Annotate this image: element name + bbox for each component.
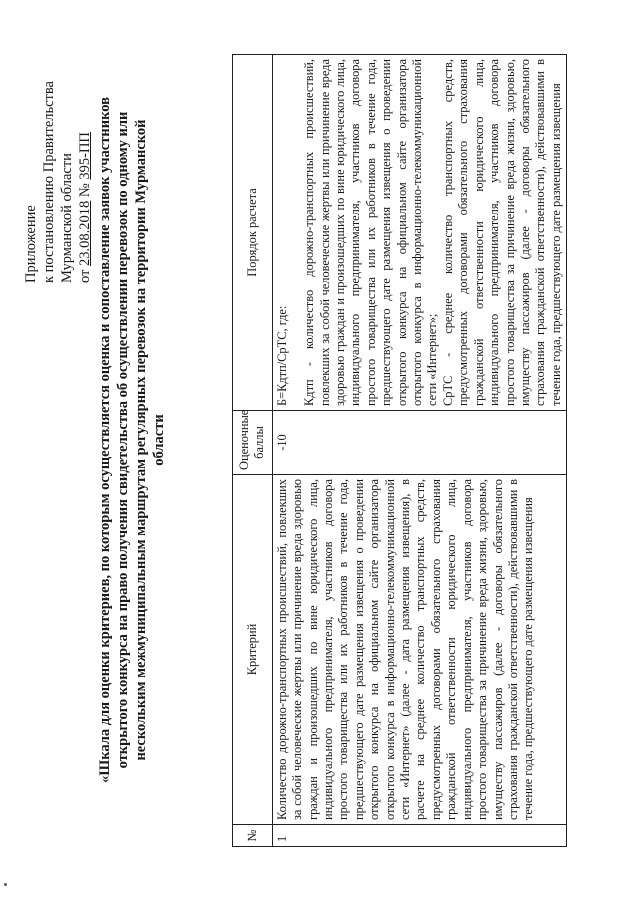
header-score: Оценочные баллы xyxy=(233,411,273,475)
row-num: 1 xyxy=(272,825,566,847)
row-criterion: Количество дорожно-транспортных происшествий, повлекших за собой человеческие жертвы или причинение вреда здоровью граждан и произошедших по вине юридического лица, индивидуального предпринимателя, участников договора простого товарищества или их работников в течение года, предшествующего дате размещения извещения о проведении открытого конкурса на официальном сайте организатора открытого конкурса в информационно-телекоммуникационной сети «Интернет» (далее - дата размещения извещения), в расчете на среднее количество транспортных средств, предусмотренных договорами обязательного страхования гражданской ответственности юридического лица, индивидуального предпринимателя, участников договора простого товарищества за причинение вреда жизни, здоровью, имуществу пассажиров (далее - договоры обязательного страхования гражданской ответственности), действовавшими в течение года, предшествующего дате размещения извещения xyxy=(272,475,566,825)
date-prefix: от xyxy=(77,269,93,283)
row-score: -10 xyxy=(272,411,566,475)
document-title: «Шкала для оценки критериев, по которым осуществляется оценка и сопоставление заявок участников открытого конкурса на право получения свидетельства об осуществлении перевозок по одному или нескольким межмуниципальным маршрутам регулярных перевозок на территории Мурманской области xyxy=(97,97,167,783)
appendix-label: Приложение xyxy=(23,205,39,283)
header-num: № xyxy=(233,825,273,847)
number-prefix: № xyxy=(77,183,93,198)
calc-formula: Б=Кдтп/СрТС, где: xyxy=(274,305,289,406)
appendix-block xyxy=(22,23,94,283)
appendix-decree-line: к постановлению Правительства xyxy=(41,81,57,283)
row-calc xyxy=(272,55,566,411)
decree-date: 23.08.2018 xyxy=(77,200,93,266)
calc-definition-srts: СрТС - среднее количество транспортных средств, предусмотренных договорами обязательного страхования гражданской ответственности юридического лица, индивидуального предпринимателя, участников договора простого товарищества за причинение вреда жизни, здоровью, имуществу пассажиров (далее - договоры обязательного страхования гражданской ответственности), действовавшими в течение года, предшествующего дате размещения извещения xyxy=(440,59,563,406)
scan-speck xyxy=(4,883,7,886)
calc-definition-kdtp: Кдтп - количество дорожно-транспортных происшествий, повлекших за собой человеческие жертвы или причинение вреда здоровью граждан и произошедших по вине юридического лица, индивидуального предпринимателя, участников договора простого товарищества или их работников в течение года, предшествующего дате размещения извещения о проведении открытого конкурса на официальном сайте организатора открытого конкурса в информационно-телекоммуникационной сети «Интернет»; xyxy=(302,59,440,406)
table-row xyxy=(272,55,566,847)
decree-number: 395-ПП xyxy=(77,132,93,180)
appendix-date-line xyxy=(76,23,94,283)
header-criterion: Критерий xyxy=(233,475,273,825)
table-header-row xyxy=(233,55,273,847)
criteria-table xyxy=(232,54,567,847)
appendix-region-line: Мурманской области xyxy=(59,153,75,283)
header-calc: Порядок расчета xyxy=(233,55,273,411)
